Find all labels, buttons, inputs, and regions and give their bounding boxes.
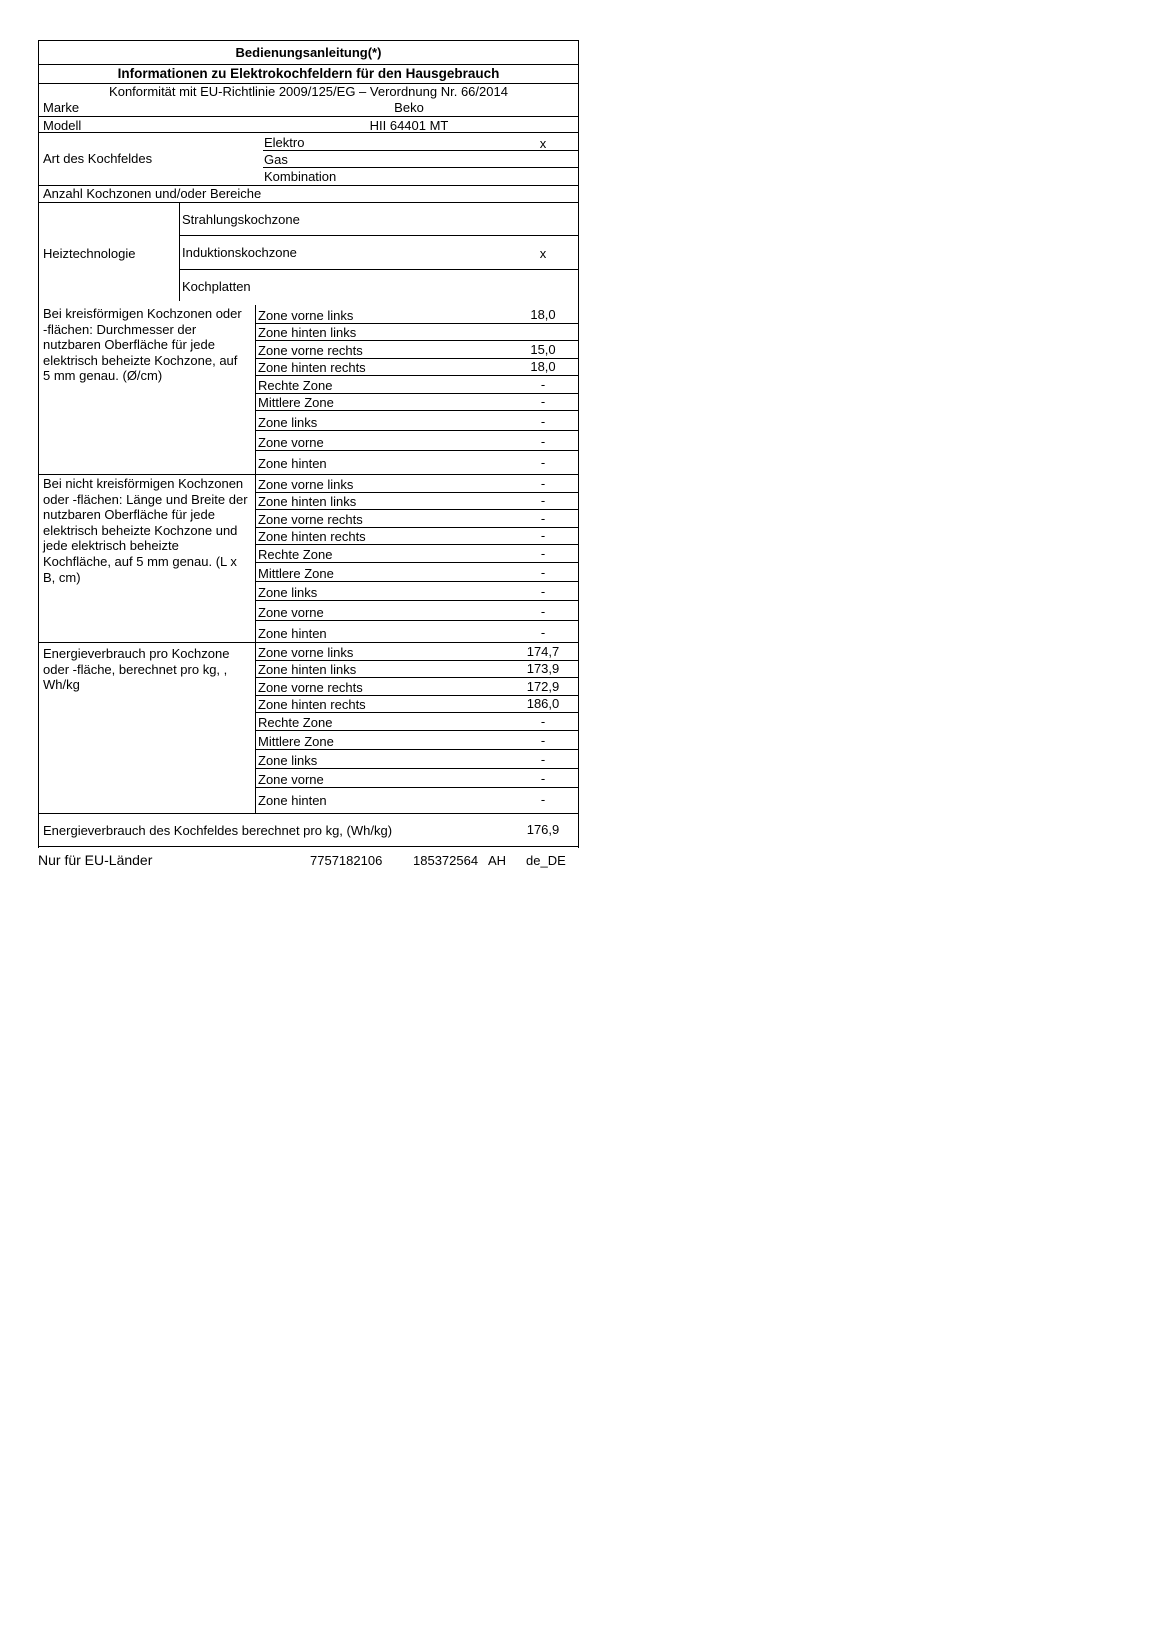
- hob-type-mark: x: [539, 136, 547, 151]
- brand-value: Beko: [394, 100, 424, 115]
- footer-locale: de_DE: [526, 853, 566, 868]
- zone-label: Zone hinten links: [258, 662, 357, 677]
- divider: [179, 202, 180, 301]
- heating-option: Kochplatten: [182, 279, 251, 294]
- zone-value: 173,9: [526, 661, 560, 676]
- zone-label: Zone vorne rechts: [258, 511, 363, 527]
- zone-label: Rechte Zone: [258, 714, 333, 730]
- zone-value: 18,0: [530, 306, 556, 322]
- divider: [255, 340, 578, 341]
- divider: [255, 677, 578, 678]
- divider: [255, 768, 578, 769]
- zone-value: -: [540, 583, 546, 599]
- divider: [263, 167, 578, 168]
- zone-value: -: [540, 528, 546, 543]
- divider: [255, 430, 578, 431]
- energy-label: Energieverbrauch pro Kochzone oder -fläche, berechnet pro kg, , Wh/kg: [43, 646, 230, 693]
- zone-label: Zone vorne rechts: [258, 342, 363, 358]
- hob-type-label: Art des Kochfeldes: [43, 151, 153, 166]
- zone-label: Zone hinten rechts: [258, 529, 366, 544]
- circular-label: Bei kreisförmigen Kochzonen oder -flächen: Durchmesser der nutzbaren Oberfläche für jede elektrisch beheizte Kochzone, auf 5 mm genau. (Ø/cm): [43, 306, 242, 384]
- zone-label: Mittlere Zone: [258, 395, 334, 410]
- divider: [255, 492, 578, 493]
- zone-label: Rechte Zone: [258, 377, 333, 393]
- zone-label: Mittlere Zone: [258, 565, 334, 581]
- zone-label: Zone vorne: [258, 604, 324, 620]
- divider: [255, 544, 578, 545]
- divider: [255, 620, 578, 621]
- zone-label: Zone vorne rechts: [258, 679, 363, 695]
- model-value: HII 64401 MT: [369, 118, 449, 133]
- zone-value: -: [540, 564, 546, 580]
- divider: [179, 269, 578, 270]
- zone-label: Zone vorne: [258, 771, 324, 787]
- noncircular-label: Bei nicht kreisförmigen Kochzonen oder -flächen: Länge und Breite der nutzbaren Oberfläche für jede elektrisch beheizte Kochzone und jede elektrisch beheizte Kochfläche, auf 5 mm genau. (L x B, cm): [43, 476, 248, 585]
- divider: [255, 323, 578, 324]
- divider: [255, 450, 578, 451]
- zone-value: 18,0: [530, 359, 556, 374]
- zone-label: Zone vorne: [258, 435, 324, 450]
- divider: [263, 150, 578, 151]
- divider: [39, 813, 578, 814]
- total-energy-value: 176,9: [526, 822, 560, 837]
- zone-label: Zone vorne links: [258, 476, 354, 492]
- zone-label: Zone hinten rechts: [258, 697, 366, 712]
- footer-code2: 185372564: [413, 853, 479, 868]
- sheet-subtitle: Informationen zu Elektrokochfeldern für den Hausgebrauch: [117, 66, 500, 81]
- zone-label: Zone links: [258, 584, 318, 600]
- brand-label: Marke: [43, 100, 80, 115]
- divider: [255, 562, 578, 563]
- zone-label: Zone links: [258, 415, 318, 430]
- zone-value: 172,9: [526, 678, 560, 694]
- zone-value: -: [540, 414, 546, 429]
- divider: [255, 527, 578, 528]
- zone-value: -: [540, 455, 546, 470]
- zone-label: Zone hinten rechts: [258, 360, 366, 375]
- footer-code2-suffix: AH: [488, 853, 507, 868]
- zone-value: 186,0: [526, 696, 560, 711]
- zone-label: Zone hinten: [258, 792, 327, 808]
- zone-value: -: [540, 475, 546, 491]
- heating-option: Strahlungskochzone: [182, 212, 300, 227]
- divider: [255, 712, 578, 713]
- hob-type-option: Kombination: [264, 169, 337, 184]
- sheet-title: Bedienungsanleitung(*): [235, 45, 382, 60]
- energy-info-sheet: [38, 40, 579, 848]
- zone-value: -: [540, 624, 546, 640]
- divider: [255, 787, 578, 788]
- divider: [255, 474, 256, 642]
- zone-value: -: [540, 770, 546, 786]
- heating-label: Heiztechnologie: [43, 246, 136, 261]
- zones-count-label: Anzahl Kochzonen und/oder Bereiche: [43, 186, 262, 201]
- total-energy-label: Energieverbrauch des Kochfeldes berechnet pro kg, (Wh/kg): [43, 823, 393, 838]
- zone-label: Zone hinten links: [258, 325, 357, 340]
- zone-label: Zone links: [258, 752, 318, 768]
- zone-value: -: [540, 713, 546, 729]
- zone-label: Rechte Zone: [258, 546, 333, 562]
- zone-label: Mittlere Zone: [258, 733, 334, 749]
- zone-value: -: [540, 434, 546, 449]
- hob-type-option: Gas: [264, 152, 288, 167]
- zone-value: -: [540, 510, 546, 526]
- divider: [255, 393, 578, 394]
- zone-value: -: [540, 545, 546, 561]
- footer-region: Nur für EU-Länder: [38, 852, 153, 868]
- divider: [255, 730, 578, 731]
- zone-label: Zone hinten links: [258, 494, 357, 509]
- model-label: Modell: [43, 118, 82, 133]
- zone-value: 174,7: [526, 643, 560, 659]
- divider: [255, 581, 578, 582]
- zone-value: -: [540, 751, 546, 767]
- footer-code1: 7757182106: [310, 853, 383, 868]
- zone-value: -: [540, 394, 546, 409]
- divider: [39, 64, 578, 65]
- divider: [255, 410, 578, 411]
- conformity-note: Konformität mit EU-Richtlinie 2009/125/EG – Verordnung Nr. 66/2014: [109, 84, 508, 99]
- divider: [39, 116, 578, 117]
- heating-option: Induktionskochzone: [182, 245, 297, 260]
- zone-label: Zone vorne links: [258, 307, 354, 323]
- zone-value: -: [540, 603, 546, 619]
- zone-value: -: [540, 791, 546, 807]
- zone-label: Zone vorne links: [258, 644, 354, 660]
- divider: [255, 375, 578, 376]
- divider: [255, 509, 578, 510]
- divider: [39, 132, 578, 133]
- zone-value: -: [540, 376, 546, 392]
- zone-value: -: [540, 493, 546, 508]
- zone-label: Zone hinten: [258, 456, 327, 471]
- divider: [39, 642, 578, 643]
- divider: [38, 846, 579, 847]
- divider: [255, 749, 578, 750]
- divider: [39, 474, 578, 475]
- zone-value: 15,0: [530, 341, 556, 357]
- hob-type-option: Elektro: [264, 135, 305, 150]
- zone-value: -: [540, 732, 546, 748]
- divider: [39, 202, 578, 203]
- zone-label: Zone hinten: [258, 625, 327, 641]
- divider: [255, 600, 578, 601]
- heating-mark: x: [539, 246, 547, 261]
- divider: [179, 235, 578, 236]
